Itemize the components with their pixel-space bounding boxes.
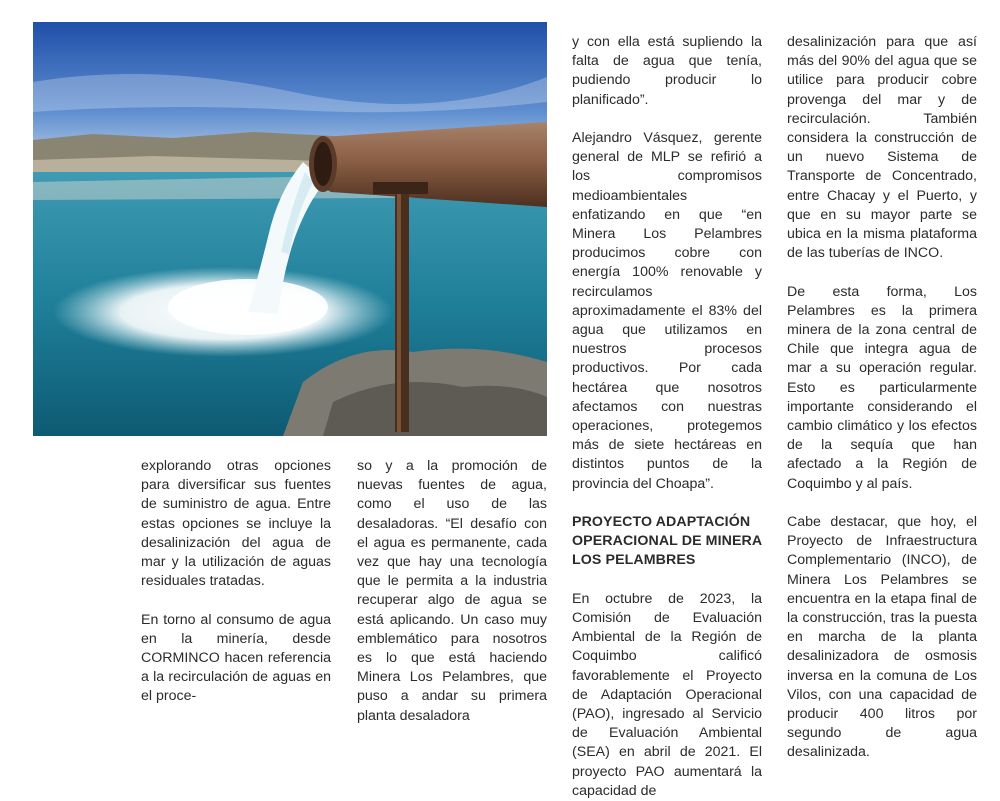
water-pipe-photo-icon <box>33 22 547 436</box>
section-heading: PROYECTO ADAPTACIÓN OPERACIONAL DE MINERA LOS PELAMBRES <box>572 514 762 569</box>
text-column-2 <box>357 457 547 726</box>
paragraph: so y a la promoción de nuevas fuentes de agua, como el uso de las desaladoras. “El desafío con el agua es permanente, cada vez que hay una tecnología que le permita a la industria recuperar algo de agua se está aplicando. Un caso muy emblemático para nosotros es lo que está haciendo Minera Los Pelambres, que puso a andar su primera planta desaladora <box>357 458 547 724</box>
article-photo <box>33 22 547 436</box>
text-column-4 <box>787 33 977 763</box>
paragraph: Cabe destacar, que hoy, el Proyecto de Infraestructura Complementario (INCO), de Minera Los Pelambres se encuentra en la etapa final de la construcción, tras la puesta en marcha de la planta desalinizadora de osmosis inversa en la comuna de Los Vilos, con una capacidad de producir 400 litros por segundo de agua desalinizada. <box>787 514 977 761</box>
paragraph: explorando otras opciones para diversificar sus fuentes de suministro de agua. Entre estas opciones se incluye la desalinización del agua de mar y la utilización de aguas residuales tratadas. <box>141 458 331 590</box>
paragraph: Alejandro Vásquez, gerente general de MLP se refirió a los compromisos medioambientales enfatizando en que “en Minera Los Pelambres producimos cobre con energía 100% renovable y recirculamos aproximadamente el 83% del agua que utilizamos en nuestros procesos productivos. Por cada hectárea que nosotros afectamos con nuestras operaciones, protegemos más de siete hectáreas en distintos puntos de la provincia del Choapa”. <box>572 130 762 492</box>
paragraph: En octubre de 2023, la Comisión de Evaluación Ambiental de la Región de Coquimbo calificó favorablemente el Proyecto de Adaptación Operacional (PAO), ingresado al Servicio de Evaluación Ambiental (SEA) en abril de 2021. El proyecto PAO aumentará la capacidad de <box>572 590 762 799</box>
paragraph: desalinización para que así más del 90% del agua que se utilice para producir cobre provenga del mar y de recirculación. También considera la construcción de un nuevo Sistema de Transporte de Concentrado, entre Chacay y el Puerto, y que en su mayor parte se ubica en la misma plataforma de las tuberías de INCO. <box>787 34 977 262</box>
text-column-3 <box>572 33 762 801</box>
paragraph: En torno al consumo de agua en la minería, desde CORMINCO hacen referencia a la recirculación de aguas en el proce- <box>141 611 331 705</box>
paragraph: De esta forma, Los Pelambres es la primera minera de la zona central de Chile que integra agua de mar a su operación regular. Esto es particularmente importante considerando el cambio climático y los efectos de la sequía que han afectado a la Región de Coquimbo y al país. <box>787 283 977 492</box>
text-column-1 <box>141 457 331 707</box>
paragraph: y con ella está supliendo la falta de agua que tenía, pudiendo producir lo planificado”. <box>572 34 762 108</box>
